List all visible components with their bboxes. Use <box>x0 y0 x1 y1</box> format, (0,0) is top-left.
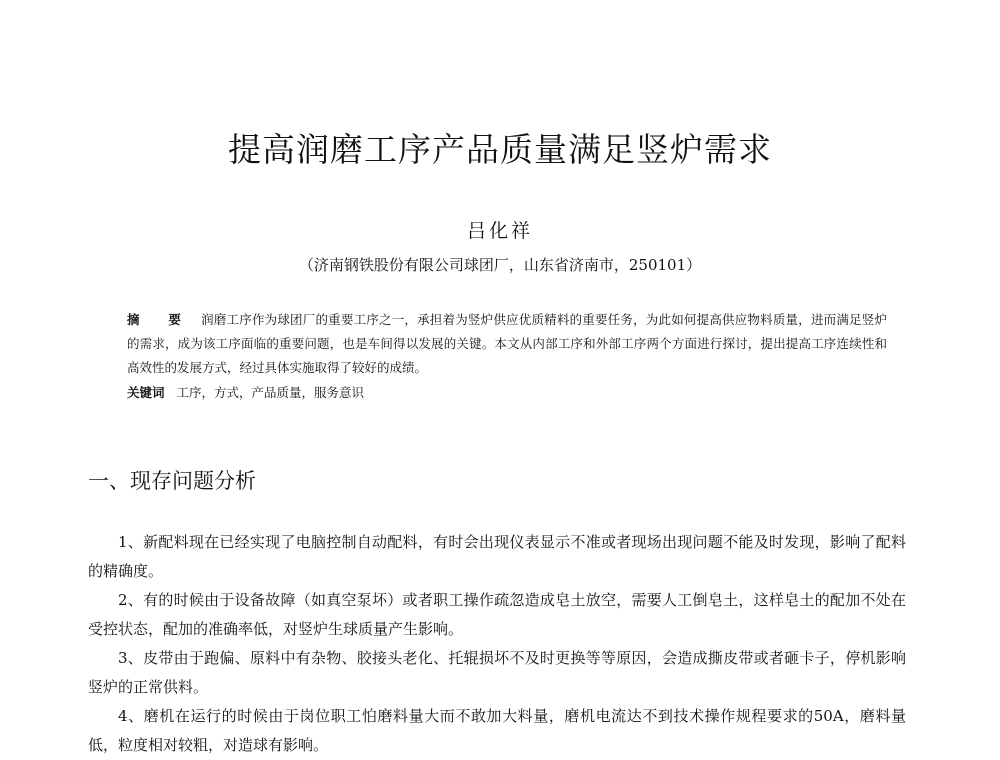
paragraph: 1、新配料现在已经实现了电脑控制自动配料，有时会出现仪表显示不准或者现场出现问题不能及时发现，影响了配料的精确度。 <box>88 533 906 580</box>
paragraph: 4、磨机在运行的时候由于岗位职工怕磨料量大而不敢加大料量，磨机电流达不到技术操作规程要求的50A，磨料量低，粒度相对较粗，对造球有影响。 <box>88 707 906 754</box>
keywords-label: 关键词 <box>127 385 165 400</box>
paragraph: 3、皮带由于跑偏、原料中有杂物、胶接头老化、托辊损坏不及时更换等等原因，会造成撕皮带或者砸卡子，停机影响竖炉的正常供料。 <box>88 649 906 696</box>
keywords-block <box>127 381 887 405</box>
paragraph: 2、有的时候由于设备故障（如真空泵坏）或者职工操作疏忽造成皂土放空，需要人工倒皂土，这样皂土的配加不处在受控状态，配加的准确率低，对竖炉生球质量产生影响。 <box>88 591 906 638</box>
keywords-text: 工序，方式，产品质量，服务意识 <box>176 385 365 400</box>
abstract-text: 润磨工序作为球团厂的重要工序之一，承担着为竖炉供应优质精料的重要任务，为此如何提高供应物料质量，进而满足竖炉的需求，成为该工序面临的重要问题，也是车间得以发展的关键。本文从内部工序和外部工序两个方面进行探讨，提出提高工序连续性和高效性的发展方式，经过具体实施取得了较好的成绩。 <box>127 312 887 375</box>
abstract-label: 摘 要 <box>127 312 190 327</box>
section-body <box>88 528 906 760</box>
abstract-block <box>127 308 887 380</box>
author-name: 吕化祥 <box>466 220 533 242</box>
article-title: 提高润磨工序产品质量满足竖炉需求 <box>228 130 772 169</box>
author-affiliation: （济南钢铁股份有限公司球团厂，山东省济南市，250101） <box>298 256 702 274</box>
section-heading: 一、现存问题分析 <box>88 469 256 493</box>
